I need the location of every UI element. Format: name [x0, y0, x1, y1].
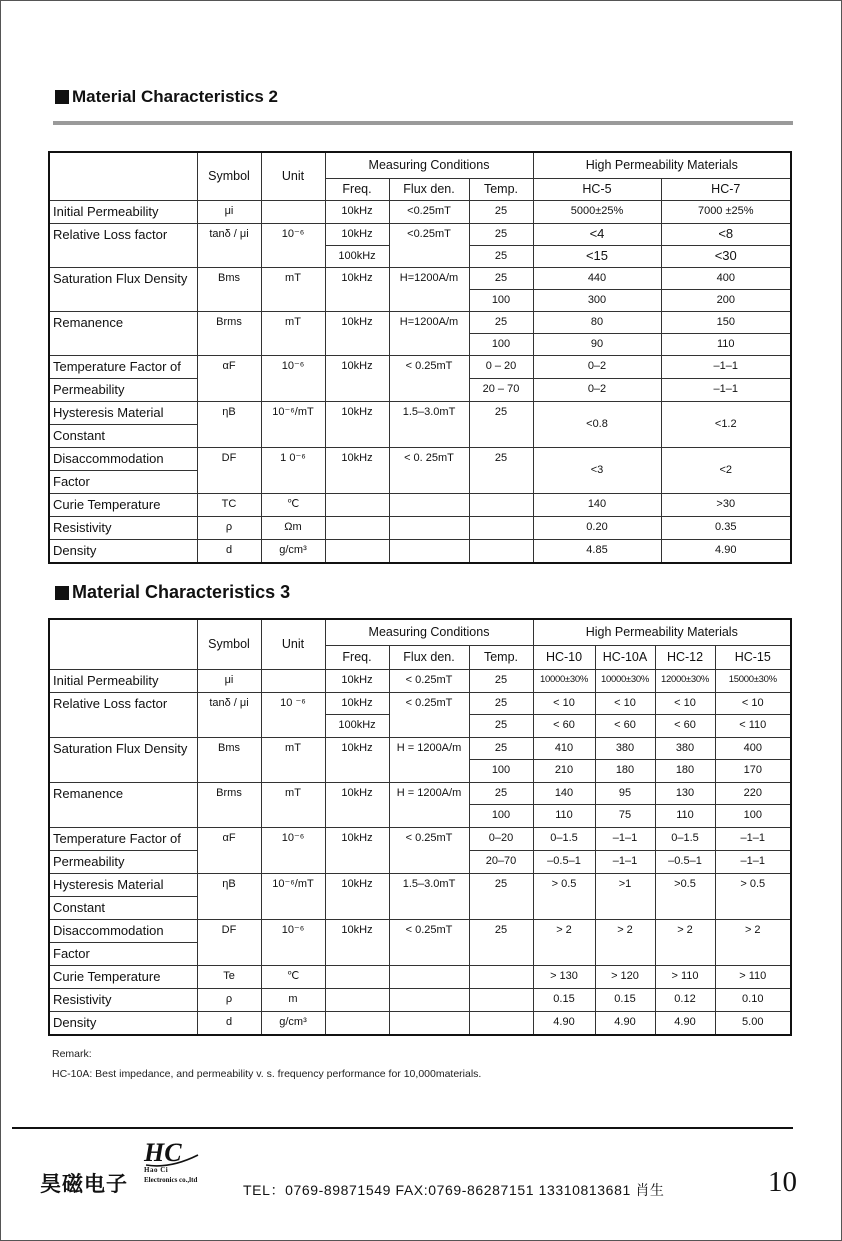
table-row: [49, 692, 791, 715]
temp-cell: 25: [469, 669, 533, 692]
freq-cell: [325, 493, 389, 516]
temp-cell: [469, 539, 533, 563]
freq-cell: 10kHz: [325, 401, 389, 447]
flux-cell: H = 1200A/m: [389, 782, 469, 827]
value-cell: 75: [595, 805, 655, 828]
flux-cell: [389, 493, 469, 516]
property-label: Resistivity: [49, 516, 197, 539]
temp-cell: 25: [469, 874, 533, 920]
symbol-cell: Bms: [197, 267, 261, 311]
unit-cell: ℃: [261, 493, 325, 516]
value-cell: 200: [661, 289, 791, 311]
temp-cell: [469, 516, 533, 539]
temp-cell: 25: [469, 223, 533, 245]
unit-cell: Ωm: [261, 516, 325, 539]
value-cell: 5.00: [715, 1012, 791, 1036]
table-row: [49, 669, 791, 692]
value-cell: < 10: [533, 692, 595, 715]
value-cell: 110: [533, 805, 595, 828]
flux-cell: < 0.25mT: [389, 669, 469, 692]
value-cell: 0–1.5: [655, 828, 715, 851]
table-row: [49, 447, 791, 470]
symbol-cell: Te: [197, 966, 261, 989]
flux-cell: [389, 539, 469, 563]
freq-cell: 10kHz: [325, 200, 389, 223]
freq-cell: 100kHz: [325, 715, 389, 738]
header-material-hc5: HC-5: [533, 178, 661, 200]
value-cell: –1–1: [595, 851, 655, 874]
temp-cell: 25: [469, 920, 533, 966]
value-cell: –1–1: [661, 355, 791, 378]
header-material-hc7: HC-7: [661, 178, 791, 200]
table-row: [49, 311, 791, 333]
temp-cell: 25: [469, 692, 533, 715]
unit-cell: 10⁻⁶: [261, 828, 325, 874]
symbol-cell: μi: [197, 669, 261, 692]
header-temp: Temp.: [469, 178, 533, 200]
temp-cell: 25: [469, 737, 533, 760]
value-cell: >30: [661, 493, 791, 516]
freq-cell: 10kHz: [325, 874, 389, 920]
value-cell: > 2: [533, 920, 595, 966]
value-cell: > 0.5: [715, 874, 791, 920]
logo-chinese-name: 昊磁电子: [40, 1173, 128, 1196]
header-symbol: Symbol: [197, 619, 261, 669]
freq-cell: 10kHz: [325, 920, 389, 966]
unit-cell: g/cm³: [261, 539, 325, 563]
value-cell: <3: [533, 447, 661, 493]
symbol-cell: μi: [197, 200, 261, 223]
value-cell: 100: [715, 805, 791, 828]
value-cell: 4.85: [533, 539, 661, 563]
value-cell: 0.10: [715, 989, 791, 1012]
flux-cell: H=1200A/m: [389, 267, 469, 311]
value-cell: 0.20: [533, 516, 661, 539]
temp-cell: 25: [469, 401, 533, 447]
unit-cell: 10⁻⁶: [261, 355, 325, 401]
temp-cell: 25: [469, 715, 533, 738]
property-label: Constant: [49, 897, 197, 920]
header-property: [49, 152, 197, 200]
symbol-cell: DF: [197, 920, 261, 966]
symbol-cell: Brms: [197, 311, 261, 355]
value-cell: > 2: [595, 920, 655, 966]
header-freq: Freq.: [325, 178, 389, 200]
symbol-cell: ηB: [197, 401, 261, 447]
property-label: Factor: [49, 470, 197, 493]
unit-cell: mT: [261, 267, 325, 311]
flux-cell: 1.5–3.0mT: [389, 401, 469, 447]
value-cell: < 10: [595, 692, 655, 715]
freq-cell: 10kHz: [325, 447, 389, 493]
value-cell: > 110: [655, 966, 715, 989]
flux-cell: < 0.25mT: [389, 692, 469, 737]
unit-cell: mT: [261, 782, 325, 827]
value-cell: 130: [655, 782, 715, 805]
temp-cell: 25: [469, 267, 533, 289]
logo-english-subtitle: Electronics co.,ltd: [144, 1176, 198, 1184]
section-title-3-text: Material Characteristics 3: [72, 582, 291, 602]
value-cell: 12000±30%: [655, 669, 715, 692]
value-cell: 5000±25%: [533, 200, 661, 223]
header-high-permeability: High Permeability Materials: [533, 619, 791, 645]
property-label: Permeability: [49, 851, 197, 874]
unit-cell: 10⁻⁶: [261, 920, 325, 966]
freq-cell: [325, 516, 389, 539]
value-cell: <0.8: [533, 401, 661, 447]
symbol-cell: tanδ / μi: [197, 223, 261, 267]
flux-cell: [389, 1012, 469, 1036]
value-cell: <1.2: [661, 401, 791, 447]
freq-cell: [325, 989, 389, 1012]
value-cell: 10000±30%: [533, 669, 595, 692]
value-cell: –0.5–1: [655, 851, 715, 874]
value-cell: 180: [595, 760, 655, 783]
unit-cell: g/cm³: [261, 1012, 325, 1036]
header-flux: Flux den.: [389, 178, 469, 200]
freq-cell: [325, 1012, 389, 1036]
property-label: Disaccommodation: [49, 447, 197, 470]
property-label: Factor: [49, 943, 197, 966]
table-row: [49, 828, 791, 851]
unit-cell: mT: [261, 311, 325, 355]
flux-cell: < 0.25mT: [389, 828, 469, 874]
logo-mark-text: HC: [144, 1138, 182, 1167]
symbol-cell: DF: [197, 447, 261, 493]
property-label: Hysteresis Material: [49, 401, 197, 424]
value-cell: 110: [655, 805, 715, 828]
header-flux: Flux den.: [389, 645, 469, 669]
value-cell: > 120: [595, 966, 655, 989]
header-measuring-conditions: Measuring Conditions: [325, 619, 533, 645]
property-label: Saturation Flux Density: [49, 737, 197, 782]
value-cell: 0.15: [595, 989, 655, 1012]
temp-cell: 25: [469, 311, 533, 333]
flux-cell: [389, 989, 469, 1012]
page-number: 10: [768, 1166, 797, 1198]
value-cell: 380: [595, 737, 655, 760]
table-row: [49, 737, 791, 760]
freq-cell: 10kHz: [325, 669, 389, 692]
section-title-2-text: Material Characteristics 2: [72, 87, 278, 106]
property-label: Temperature Factor of: [49, 828, 197, 851]
symbol-cell: Bms: [197, 737, 261, 782]
table-row: [49, 401, 791, 424]
value-cell: > 2: [715, 920, 791, 966]
remark-label: Remark:: [52, 1048, 92, 1060]
value-cell: 10000±30%: [595, 669, 655, 692]
property-label: Hysteresis Material: [49, 874, 197, 897]
freq-cell: 100kHz: [325, 245, 389, 267]
value-cell: 90: [533, 333, 661, 355]
value-cell: <8: [661, 223, 791, 245]
table-row: [49, 782, 791, 805]
temp-cell: 25: [469, 200, 533, 223]
value-cell: 220: [715, 782, 791, 805]
value-cell: 4.90: [655, 1012, 715, 1036]
value-cell: 110: [661, 333, 791, 355]
table-row: [49, 355, 791, 378]
value-cell: 0.15: [533, 989, 595, 1012]
unit-cell: [261, 200, 325, 223]
unit-cell: 10 ⁻⁶: [261, 692, 325, 737]
value-cell: –1–1: [661, 378, 791, 401]
value-cell: < 110: [715, 715, 791, 738]
unit-cell: ℃: [261, 966, 325, 989]
header-property: [49, 619, 197, 669]
characteristics-table-2: [48, 151, 792, 564]
header-unit: Unit: [261, 619, 325, 669]
section-title-3: [55, 582, 290, 603]
symbol-cell: d: [197, 1012, 261, 1036]
temp-cell: 20 – 70: [469, 378, 533, 401]
value-cell: 410: [533, 737, 595, 760]
grey-divider: [53, 121, 793, 125]
property-label: Initial Permeability: [49, 669, 197, 692]
value-cell: 180: [655, 760, 715, 783]
value-cell: 150: [661, 311, 791, 333]
value-cell: 140: [533, 493, 661, 516]
freq-cell: 10kHz: [325, 692, 389, 715]
temp-cell: [469, 1012, 533, 1036]
value-cell: 0–2: [533, 355, 661, 378]
symbol-cell: tanδ / μi: [197, 692, 261, 737]
temp-cell: 100: [469, 333, 533, 355]
footer-divider: [12, 1127, 793, 1129]
flux-cell: <0.25mT: [389, 200, 469, 223]
table-row: [49, 516, 791, 539]
table-row: [49, 920, 791, 943]
value-cell: < 60: [533, 715, 595, 738]
symbol-cell: ρ: [197, 516, 261, 539]
flux-cell: < 0. 25mT: [389, 447, 469, 493]
flux-cell: <0.25mT: [389, 223, 469, 267]
value-cell: 210: [533, 760, 595, 783]
value-cell: 400: [661, 267, 791, 289]
freq-cell: 10kHz: [325, 355, 389, 401]
value-cell: 0.12: [655, 989, 715, 1012]
property-label: Density: [49, 539, 197, 563]
freq-cell: 10kHz: [325, 737, 389, 782]
flux-cell: < 0.25mT: [389, 355, 469, 401]
value-cell: 170: [715, 760, 791, 783]
table-row: [49, 966, 791, 989]
temp-cell: 0 – 20: [469, 355, 533, 378]
symbol-cell: Brms: [197, 782, 261, 827]
header-symbol: Symbol: [197, 152, 261, 200]
value-cell: < 10: [655, 692, 715, 715]
value-cell: 0–1.5: [533, 828, 595, 851]
value-cell: <30: [661, 245, 791, 267]
temp-cell: [469, 989, 533, 1012]
table-row: [49, 874, 791, 897]
property-label: Remanence: [49, 782, 197, 827]
header-material-hc10a: HC-10A: [595, 645, 655, 669]
freq-cell: 10kHz: [325, 311, 389, 355]
symbol-cell: αF: [197, 355, 261, 401]
unit-cell: mT: [261, 737, 325, 782]
value-cell: –1–1: [715, 828, 791, 851]
value-cell: < 10: [715, 692, 791, 715]
flux-cell: [389, 966, 469, 989]
flux-cell: H = 1200A/m: [389, 737, 469, 782]
symbol-cell: αF: [197, 828, 261, 874]
unit-cell: 1 0⁻⁶: [261, 447, 325, 493]
unit-cell: m: [261, 989, 325, 1012]
value-cell: > 0.5: [533, 874, 595, 920]
value-cell: < 60: [595, 715, 655, 738]
property-label: Saturation Flux Density: [49, 267, 197, 311]
value-cell: <4: [533, 223, 661, 245]
value-cell: 400: [715, 737, 791, 760]
header-unit: Unit: [261, 152, 325, 200]
symbol-cell: ηB: [197, 874, 261, 920]
property-label: Density: [49, 1012, 197, 1036]
value-cell: >0.5: [655, 874, 715, 920]
temp-cell: 100: [469, 289, 533, 311]
value-cell: –0.5–1: [533, 851, 595, 874]
freq-cell: 10kHz: [325, 223, 389, 245]
property-label: Temperature Factor of: [49, 355, 197, 378]
characteristics-table-3: [48, 618, 792, 1036]
unit-cell: 10⁻⁶/mT: [261, 401, 325, 447]
temp-cell: 25: [469, 245, 533, 267]
flux-cell: < 0.25mT: [389, 920, 469, 966]
freq-cell: [325, 966, 389, 989]
property-label: Initial Permeability: [49, 200, 197, 223]
symbol-cell: ρ: [197, 989, 261, 1012]
value-cell: 95: [595, 782, 655, 805]
unit-cell: 10⁻⁶/mT: [261, 874, 325, 920]
temp-cell: 100: [469, 760, 533, 783]
property-label: Curie Temperature: [49, 493, 197, 516]
bullet-square-icon: [55, 90, 69, 104]
value-cell: 380: [655, 737, 715, 760]
value-cell: 7000 ±25%: [661, 200, 791, 223]
header-material-hc15: HC-15: [715, 645, 791, 669]
freq-cell: 10kHz: [325, 782, 389, 827]
property-label: Disaccommodation: [49, 920, 197, 943]
value-cell: 440: [533, 267, 661, 289]
remark-text: HC-10A: Best impedance, and permeability v. s. frequency performance for 10,000materials.: [52, 1068, 482, 1080]
value-cell: –1–1: [595, 828, 655, 851]
bullet-square-icon: [55, 586, 69, 600]
table-row: [49, 539, 791, 563]
temp-cell: 25: [469, 447, 533, 493]
value-cell: 4.90: [661, 539, 791, 563]
table-row: [49, 1012, 791, 1036]
freq-cell: 10kHz: [325, 267, 389, 311]
table-row: [49, 267, 791, 289]
property-label: Relative Loss factor: [49, 223, 197, 267]
table-row: [49, 493, 791, 516]
table-row: [49, 989, 791, 1012]
freq-cell: [325, 539, 389, 563]
header-material-hc10: HC-10: [533, 645, 595, 669]
flux-cell: 1.5–3.0mT: [389, 874, 469, 920]
value-cell: >1: [595, 874, 655, 920]
header-high-permeability: High Permeability Materials: [533, 152, 791, 178]
header-temp: Temp.: [469, 645, 533, 669]
temp-cell: 0–20: [469, 828, 533, 851]
value-cell: > 2: [655, 920, 715, 966]
property-label: Relative Loss factor: [49, 692, 197, 737]
value-cell: 4.90: [533, 1012, 595, 1036]
temp-cell: [469, 493, 533, 516]
property-label: Constant: [49, 424, 197, 447]
table-row: [49, 223, 791, 245]
value-cell: 300: [533, 289, 661, 311]
header-material-hc12: HC-12: [655, 645, 715, 669]
value-cell: <15: [533, 245, 661, 267]
temp-cell: 25: [469, 782, 533, 805]
value-cell: –1–1: [715, 851, 791, 874]
unit-cell: 10⁻⁶: [261, 223, 325, 267]
value-cell: 15000±30%: [715, 669, 791, 692]
temp-cell: 100: [469, 805, 533, 828]
temp-cell: [469, 966, 533, 989]
value-cell: > 130: [533, 966, 595, 989]
flux-cell: H=1200A/m: [389, 311, 469, 355]
property-label: Resistivity: [49, 989, 197, 1012]
value-cell: 4.90: [595, 1012, 655, 1036]
value-cell: > 110: [715, 966, 791, 989]
header-measuring-conditions: Measuring Conditions: [325, 152, 533, 178]
value-cell: < 60: [655, 715, 715, 738]
property-label: Remanence: [49, 311, 197, 355]
property-label: Curie Temperature: [49, 966, 197, 989]
property-label: Permeability: [49, 378, 197, 401]
value-cell: <2: [661, 447, 791, 493]
value-cell: 0.35: [661, 516, 791, 539]
value-cell: 80: [533, 311, 661, 333]
value-cell: 0–2: [533, 378, 661, 401]
logo-english-name: Hao Ci: [144, 1166, 169, 1174]
symbol-cell: d: [197, 539, 261, 563]
unit-cell: [261, 669, 325, 692]
table-row: [49, 200, 791, 223]
temp-cell: 20–70: [469, 851, 533, 874]
flux-cell: [389, 516, 469, 539]
header-freq: Freq.: [325, 645, 389, 669]
value-cell: 140: [533, 782, 595, 805]
section-title-2: [55, 87, 278, 107]
freq-cell: 10kHz: [325, 828, 389, 874]
contact-info: TEL：0769-89871549 FAX:0769-86287151 13310813681 肖生: [243, 1182, 665, 1198]
symbol-cell: TC: [197, 493, 261, 516]
